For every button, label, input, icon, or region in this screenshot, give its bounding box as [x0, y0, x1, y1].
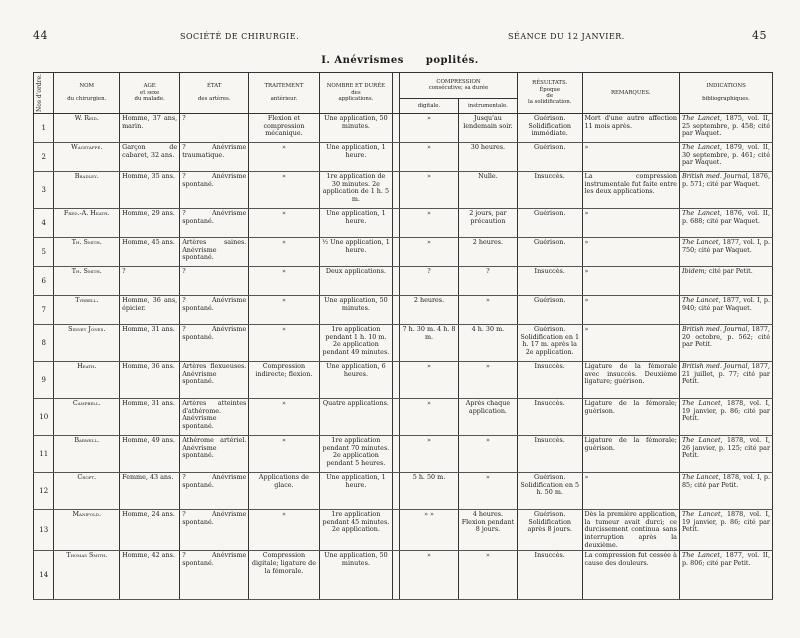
col-header-digitale: digitale.: [400, 98, 459, 113]
table-row: [34, 551, 773, 600]
bibliography: [679, 296, 772, 325]
table-title-part2: poplités.: [425, 55, 479, 66]
gap-cell: [393, 399, 400, 436]
table-row: [34, 267, 773, 296]
bibliography: [679, 510, 772, 551]
compression-digitale: 7 h. 30 m. 4 h. 8 m.: [400, 325, 459, 362]
col-header-age: AGE et sexe du malade.: [120, 73, 180, 114]
bibliography: [679, 399, 772, 436]
remarks: Ligature de la fémorale avec insuccès. Deuxième ligature; guérison.: [582, 362, 679, 399]
previous-treatment: »: [249, 399, 319, 436]
bibliography: [679, 143, 772, 172]
applications: Une application, 50 minutes.: [319, 551, 393, 600]
table-row: [34, 238, 773, 267]
bibliography-journal: The Lancet,: [681, 473, 721, 481]
patient-age-sex: Homme, 42 ans.: [120, 551, 180, 600]
previous-treatment: »: [249, 267, 319, 296]
bibliography-journal: The Lancet,: [681, 114, 722, 122]
remarks: »: [582, 143, 679, 172]
applications: 1re application pendant 1 h. 10 m. 2e application pendant 49 minutes.: [319, 325, 393, 362]
artery-state: Artères atteintes d'athérome. Anévrisme spontané.: [180, 399, 249, 436]
result: Insuccès.: [517, 551, 582, 600]
artery-state: ? Anévrisme spontané.: [180, 296, 249, 325]
surgeon-name: Thomas Smith.: [54, 551, 120, 600]
compression-digitale: »: [400, 362, 459, 399]
compression-instrumentale: »: [458, 473, 517, 510]
col-header-instrumentale: instrumentale.: [458, 98, 517, 113]
applications: 1re application pendant 45 minutes. 2e application.: [319, 510, 393, 551]
compression-digitale: »: [400, 436, 459, 473]
applications: 1re application de 30 minutes. 2e application de 1 h. 5 m.: [319, 172, 393, 209]
bibliography-details: 1876, vol. II, p. 688; cité par Waquet.: [681, 209, 770, 225]
result: Guérison.: [517, 143, 582, 172]
table-row: [34, 325, 773, 362]
bibliography: [679, 436, 772, 473]
gap-cell: [393, 436, 400, 473]
col-header-traitement: TRAITEMENT antérieur.: [249, 73, 319, 114]
gap-cell: [393, 143, 400, 172]
compression-instrumentale: 30 heures.: [458, 143, 517, 172]
compression-instrumentale: Nulle.: [458, 172, 517, 209]
applications: 1re application pendant 70 minutes. 2e application pendant 5 heures.: [319, 436, 393, 473]
row-number: 12: [34, 473, 54, 510]
surgeon-name: Sidney Jones.: [54, 325, 120, 362]
compression-instrumentale: 2 jours, par précaution: [458, 209, 517, 238]
gap-cell: [393, 325, 400, 362]
bibliography: [679, 172, 772, 209]
surgeon-name: Tyrrell.: [54, 296, 120, 325]
bibliography: [679, 209, 772, 238]
row-number: 9: [34, 362, 54, 399]
bibliography-details: 1879, vol. II, 30 septembre, p. 461; cité par Waquet.: [681, 143, 770, 167]
previous-treatment: »: [249, 209, 319, 238]
col-header-compression: COMPRESSION consécutive; sa durée: [400, 73, 518, 99]
bibliography-details: 1877, vol. II, p. 806; cité par Petit.: [681, 551, 770, 568]
compression-digitale: »: [400, 399, 459, 436]
compression-digitale: »: [400, 209, 459, 238]
bibliography-journal: The Lancet,: [681, 510, 723, 518]
applications: ½ Une application, 1 heure.: [319, 238, 393, 267]
remarks: Mort d'une autre affection 11 mois après.: [582, 114, 679, 143]
previous-treatment: Compression digitale; ligature de la fémorale.: [249, 551, 319, 600]
bibliography-journal: Ibidem;: [681, 267, 707, 275]
col-header-remarques: REMARQUES.: [582, 73, 679, 114]
bibliography-details: 1877, 20 octobre, p. 562; cité par Petit.: [681, 325, 770, 349]
table-row: [34, 510, 773, 551]
artery-state: ?: [180, 114, 249, 143]
compression-instrumentale: »: [458, 296, 517, 325]
remarks: La compression instrumentale fut faite entre les deux applications.: [582, 172, 679, 209]
compression-digitale: »: [400, 238, 459, 267]
compression-digitale: ?: [400, 267, 459, 296]
bibliography: [679, 114, 772, 143]
previous-treatment: »: [249, 296, 319, 325]
result: Guérison. Solidification en 5 h. 50 m.: [517, 473, 582, 510]
gap-cell: [393, 296, 400, 325]
col-gap: [393, 73, 400, 114]
table-row: [34, 296, 773, 325]
artery-state: ? Anévrisme spontané.: [180, 172, 249, 209]
row-number: 4: [34, 209, 54, 238]
remarks: Ligature de la fémorale; guérison.: [582, 399, 679, 436]
row-number: 8: [34, 325, 54, 362]
gap-cell: [393, 209, 400, 238]
result: Insuccès.: [517, 267, 582, 296]
row-number: 10: [34, 399, 54, 436]
bibliography-journal: British med. Journal,: [681, 325, 750, 333]
surgeon-name: Heath.: [54, 362, 120, 399]
applications: Une application, 6 heures.: [319, 362, 393, 399]
patient-age-sex: Homme, 49 ans.: [120, 436, 180, 473]
result: Insuccès.: [517, 399, 582, 436]
compression-instrumentale: »: [458, 436, 517, 473]
remarks: »: [582, 238, 679, 267]
row-number: 13: [34, 510, 54, 551]
remarks: Dès la première application, la tumeur avait durci; ce durcissement continua sans interruption après la deuxième.: [582, 510, 679, 551]
gap-cell: [393, 551, 400, 600]
result: Insuccès.: [517, 436, 582, 473]
row-number: 1: [34, 114, 54, 143]
compression-instrumentale: 4 h. 30 m.: [458, 325, 517, 362]
row-number: 2: [34, 143, 54, 172]
bibliography: [679, 473, 772, 510]
applications: Une application, 50 minutes.: [319, 296, 393, 325]
compression-instrumentale: »: [458, 362, 517, 399]
compression-digitale: »: [400, 551, 459, 600]
applications: Deux applications.: [319, 267, 393, 296]
previous-treatment: »: [249, 238, 319, 267]
bibliography-journal: The Lancet,: [681, 399, 723, 407]
gap-cell: [393, 362, 400, 399]
col-header-applications: NOMBRE ET DURÉE des applications.: [319, 73, 393, 114]
bibliography-journal: The Lancet,: [681, 436, 723, 444]
bibliography: [679, 362, 772, 399]
bibliography-details: 1877, vol. I, p. 750; cité par Waquet.: [681, 238, 770, 254]
remarks: Ligature de la fémorale; guérison.: [582, 436, 679, 473]
bibliography-journal: The Lancet,: [681, 551, 722, 560]
bibliography: [679, 238, 772, 267]
row-number: 6: [34, 267, 54, 296]
page-number-left: 44: [33, 29, 48, 42]
artery-state: ? Anévrisme spontané.: [180, 209, 249, 238]
bibliography-details: 1878, vol. I, p. 85; cité par Petit.: [681, 473, 770, 489]
result: Guérison.: [517, 296, 582, 325]
remarks: »: [582, 209, 679, 238]
surgeon-name: Campbell.: [54, 399, 120, 436]
previous-treatment: »: [249, 436, 319, 473]
table-row: [34, 209, 773, 238]
gap-cell: [393, 238, 400, 267]
applications: Quatre applications.: [319, 399, 393, 436]
compression-instrumentale: 2 heures.: [458, 238, 517, 267]
gap-cell: [393, 510, 400, 551]
table-row: [34, 399, 773, 436]
surgeon-name: W. Reid.: [54, 114, 120, 143]
patient-age-sex: Homme, 29 ans.: [120, 209, 180, 238]
previous-treatment: »: [249, 143, 319, 172]
artery-state: ? Anévrisme spontané.: [180, 510, 249, 551]
compression-digitale: »: [400, 114, 459, 143]
applications: Une application, 1 heure.: [319, 473, 393, 510]
compression-digitale: »: [400, 172, 459, 209]
remarks: »: [582, 473, 679, 510]
bibliography-details: 1878, vol. I, 19 janvier, p. 86; cité par Petit.: [681, 399, 771, 423]
applications: Une application, 50 minutes.: [319, 114, 393, 143]
bibliography-details: 1877, vol. I, p. 940; cité par Waquet.: [681, 296, 770, 312]
bibliography-details: 1877, 21 juillet, p. 77; cité par Petit.: [681, 362, 770, 386]
col-header-nom: NOM du chirurgien.: [54, 73, 120, 114]
running-head-society: SOCIÉTÉ DE CHIRURGIE.: [180, 32, 300, 41]
row-number: 3: [34, 172, 54, 209]
surgeon-name: Manifold.: [54, 510, 120, 551]
bibliography-journal: British med. Journal,: [681, 172, 750, 180]
patient-age-sex: Homme, 36 ans, épicier.: [120, 296, 180, 325]
bibliography-journal: The Lancet,: [681, 209, 722, 217]
gap-cell: [393, 267, 400, 296]
patient-age-sex: Femme, 43 ans.: [120, 473, 180, 510]
table-title-part1: I. Anévrismes: [321, 55, 404, 66]
result: Guérison. Solidification immédiate.: [517, 114, 582, 143]
patient-age-sex: Homme, 37 ans, marin.: [120, 114, 180, 143]
gap-cell: [393, 172, 400, 209]
table-title: [0, 55, 800, 66]
surgeon-name: Bradley.: [54, 172, 120, 209]
previous-treatment: »: [249, 325, 319, 362]
surgeon-name: Croft.: [54, 473, 120, 510]
patient-age-sex: Homme, 24 ans.: [120, 510, 180, 551]
bibliography-details: 1876, p. 571; cité par Waquet.: [681, 172, 770, 188]
artery-state: Athérome artériel. Anévrisme spontané.: [180, 436, 249, 473]
artery-state: ?: [180, 267, 249, 296]
artery-state: ? Anévrisme spontané.: [180, 325, 249, 362]
surgeon-name: Th. Smith.: [54, 267, 120, 296]
table-body: [34, 114, 773, 600]
running-head-session: SÉANCE DU 12 JANVIER.: [508, 32, 625, 41]
table-row: [34, 362, 773, 399]
col-header-numero: Nos d'ordre.: [34, 73, 54, 114]
bibliography-journal: British med. Journal,: [681, 362, 750, 370]
bibliography: [679, 325, 772, 362]
applications: Une application, 1 heure.: [319, 143, 393, 172]
artery-state: Artères saines. Anévrisme spontané.: [180, 238, 249, 267]
table-row: [34, 114, 773, 143]
surgeon-name: Barwell.: [54, 436, 120, 473]
previous-treatment: »: [249, 172, 319, 209]
bibliography-details: 1878, vol. I, 19 janvier, p. 86; cité par Petit.: [681, 510, 771, 534]
surgeon-name: Wagstaffe.: [54, 143, 120, 172]
remarks: »: [582, 296, 679, 325]
applications: Une application, 1 heure.: [319, 209, 393, 238]
previous-treatment: Flexion et compression mécanique.: [249, 114, 319, 143]
result: Guérison. Solidification en 1 h. 17 m. après la 2e application.: [517, 325, 582, 362]
surgeon-name: Th. Smith.: [54, 238, 120, 267]
surgeon-name: Fred.-A. Heath.: [54, 209, 120, 238]
previous-treatment: Compression indirecte; flexion.: [249, 362, 319, 399]
result: Insuccès.: [517, 362, 582, 399]
col-header-etat: ÉTAT des artères.: [180, 73, 249, 114]
previous-treatment: »: [249, 510, 319, 551]
table-row: [34, 143, 773, 172]
row-number: 7: [34, 296, 54, 325]
patient-age-sex: ?: [120, 267, 180, 296]
artery-state: Artères flexueuses. Anévrisme spontané.: [180, 362, 249, 399]
bibliography-details: 1878, vol. I, 26 janvier, p. 125; cité par Petit.: [681, 436, 771, 460]
artery-state: ? Anévrisme spontané.: [180, 551, 249, 600]
compression-digitale: »: [400, 143, 459, 172]
result: Guérison.: [517, 238, 582, 267]
table-row: [34, 436, 773, 473]
row-number: 11: [34, 436, 54, 473]
compression-digitale: 2 heures.: [400, 296, 459, 325]
row-number: 14: [34, 551, 54, 600]
gap-cell: [393, 114, 400, 143]
gap-cell: [393, 473, 400, 510]
col-header-resultats: RÉSULTATS. Époque de la solidification.: [517, 73, 582, 114]
result: Insuccès.: [517, 172, 582, 209]
patient-age-sex: Homme, 31 ans.: [120, 325, 180, 362]
aneurysm-table: [33, 72, 773, 600]
bibliography-journal: The Lancet,: [681, 296, 721, 304]
row-number: 5: [34, 238, 54, 267]
remarks: »: [582, 325, 679, 362]
patient-age-sex: Homme, 45 ans.: [120, 238, 180, 267]
remarks: La compression fut cessée à cause des douleurs.: [582, 551, 679, 600]
compression-instrumentale: Jusqu'au lendemain soir.: [458, 114, 517, 143]
table-row: [34, 473, 773, 510]
table-row: [34, 172, 773, 209]
bibliography-journal: The Lancet,: [681, 143, 722, 151]
compression-instrumentale: 4 heures. Flexion pendant 8 jours.: [458, 510, 517, 551]
compression-digitale: 5 h. 50 m.: [400, 473, 459, 510]
col-header-indications: INDICATIONS bibliographiques.: [679, 73, 772, 114]
patient-age-sex: Homme, 36 ans.: [120, 362, 180, 399]
compression-digitale: » »: [400, 510, 459, 551]
patient-age-sex: Homme, 35 ans.: [120, 172, 180, 209]
bibliography: [679, 267, 772, 296]
artery-state: ? Anévrisme traumatique.: [180, 143, 249, 172]
patient-age-sex: Homme, 31 ans.: [120, 399, 180, 436]
previous-treatment: Applications de glace.: [249, 473, 319, 510]
bibliography-details: 1875, vol. II, 25 septembre, p. 458; cité par Waquet.: [681, 114, 770, 138]
result: Guérison. Solidification après 8 jours.: [517, 510, 582, 551]
result: Guérison.: [517, 209, 582, 238]
bibliography: [679, 551, 772, 600]
patient-age-sex: Garçon de cabaret, 32 ans.: [120, 143, 180, 172]
remarks: »: [582, 267, 679, 296]
artery-state: ? Anévrisme spontané.: [180, 473, 249, 510]
compression-instrumentale: ?: [458, 267, 517, 296]
bibliography-details: cité par Petit.: [706, 267, 753, 275]
page-number-right: 45: [752, 29, 767, 42]
compression-instrumentale: Après chaque application.: [458, 399, 517, 436]
compression-instrumentale: »: [458, 551, 517, 600]
bibliography-journal: The Lancet,: [681, 238, 721, 246]
